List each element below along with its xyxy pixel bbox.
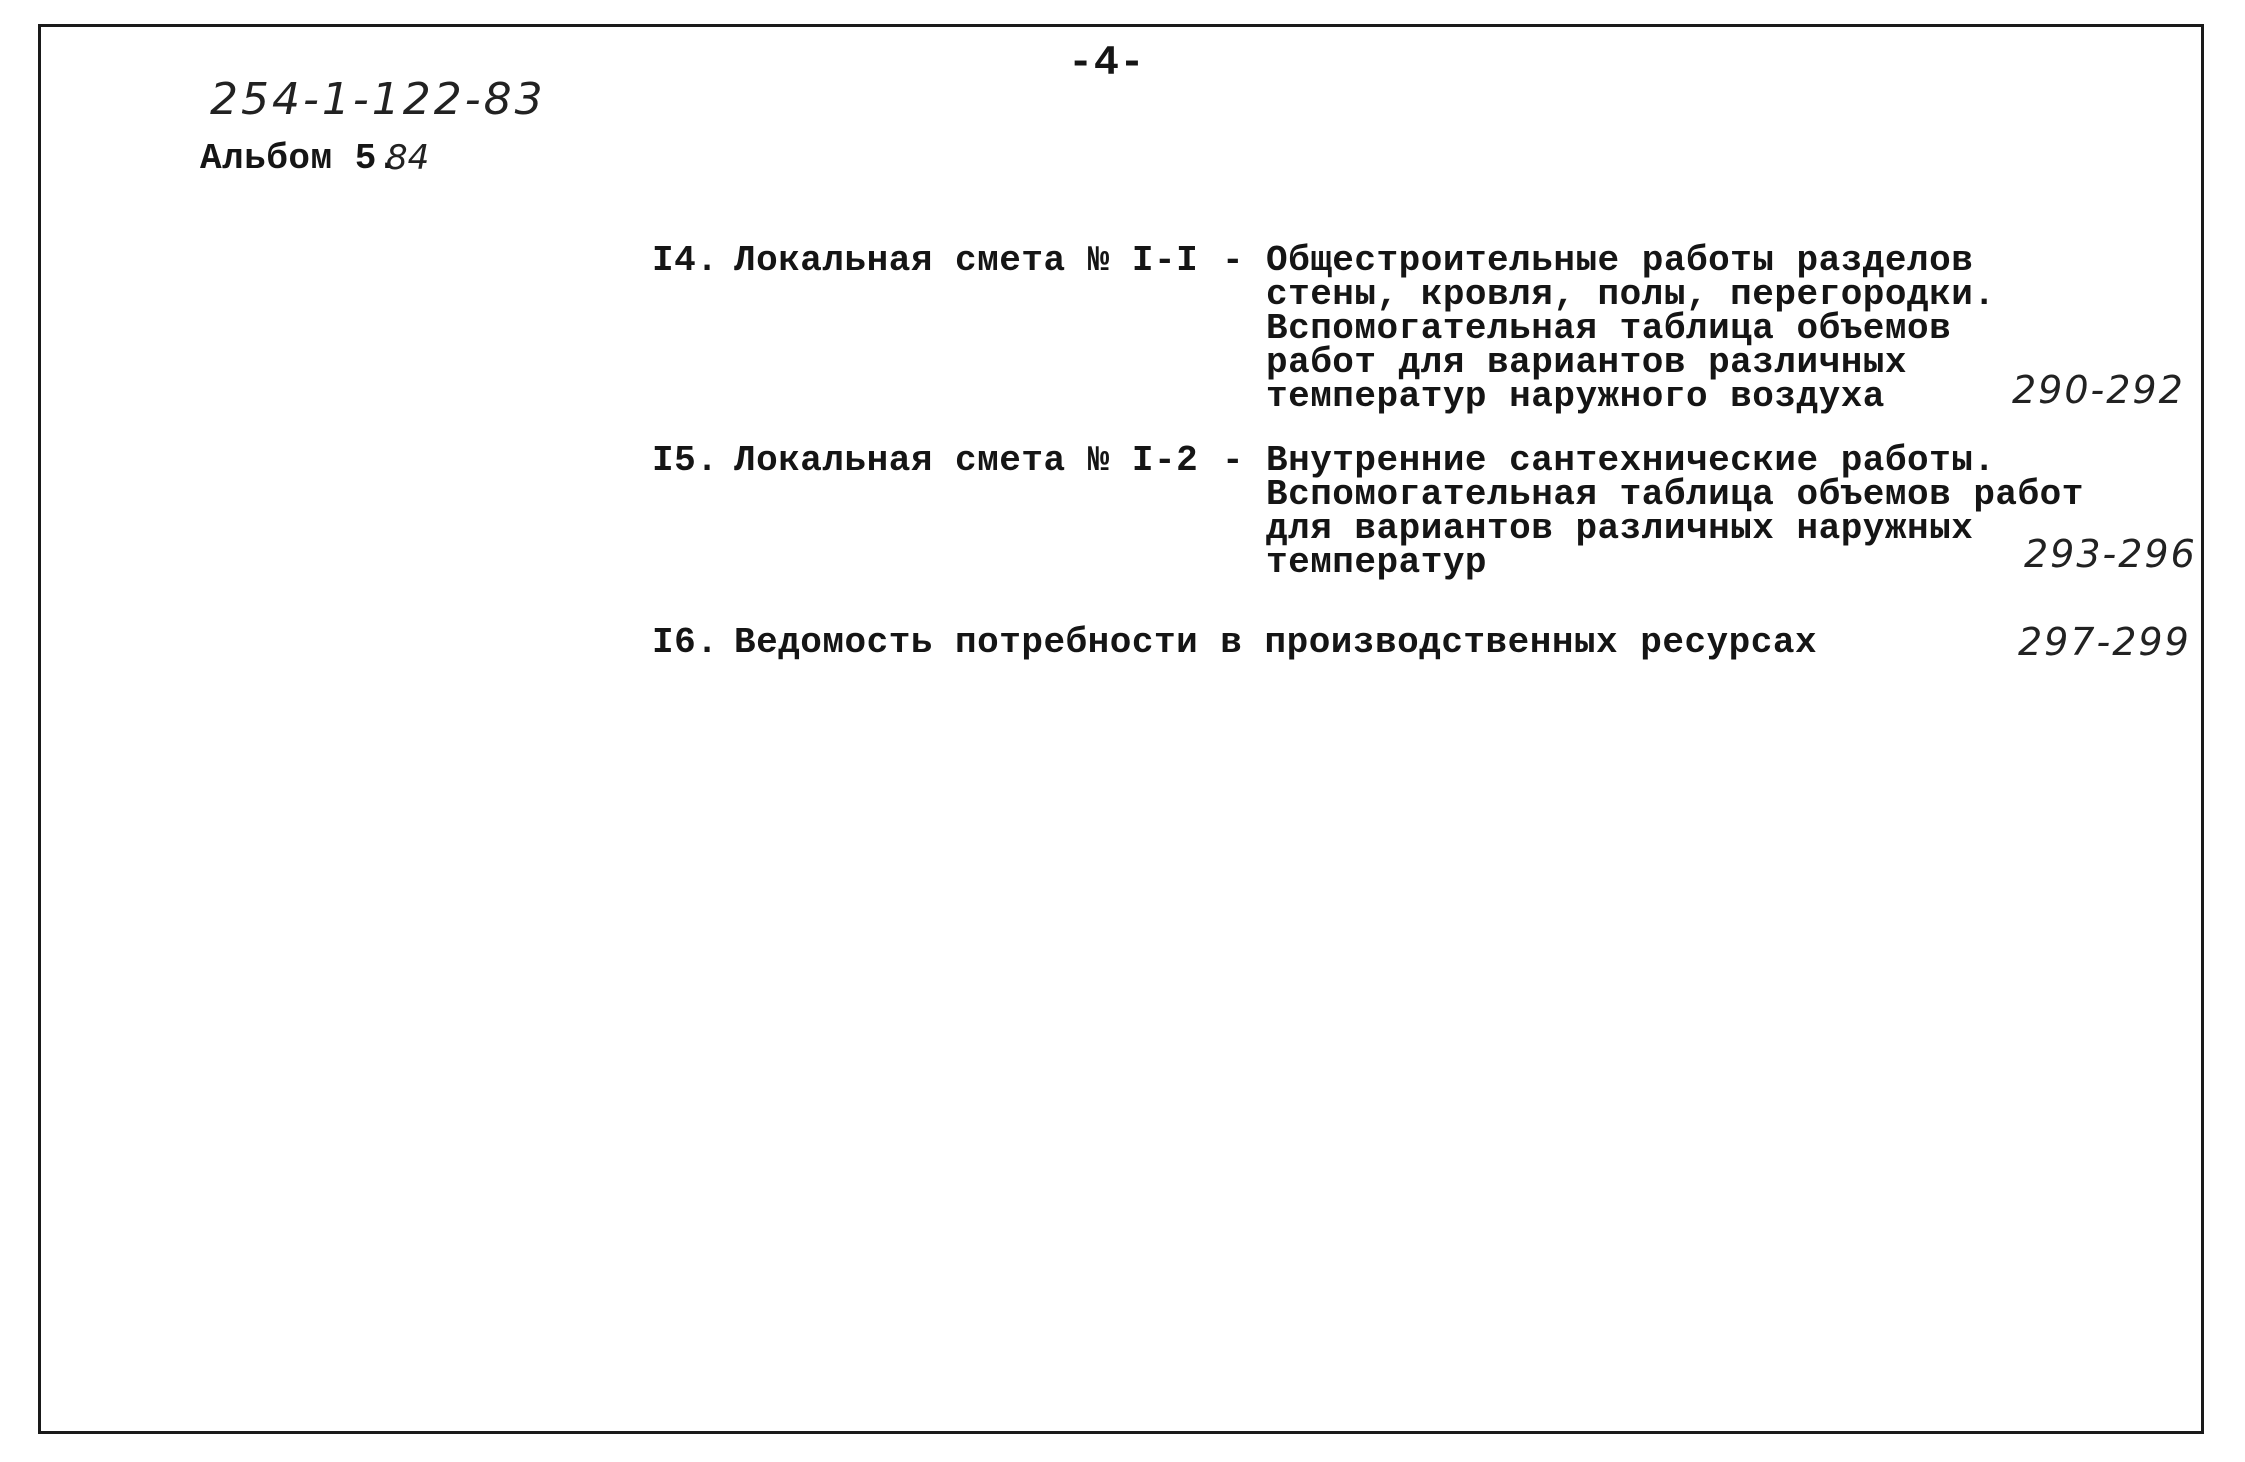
entry-page-range: 297-299	[2018, 620, 2191, 664]
entry-description-line: работ для вариантов различных	[1266, 342, 1908, 383]
entry-description-line: температур	[1266, 542, 1488, 583]
entry-page-range: 290-292	[2012, 368, 2185, 412]
entry-description-line: температур наружного воздуха	[1266, 376, 1885, 417]
entry-title: Ведомость потребности в производственных ресурсах	[734, 622, 1818, 663]
entry-dash: -	[1222, 440, 1245, 481]
album-handwritten-note: 84	[386, 138, 430, 178]
album-label: Альбом 5.	[200, 138, 399, 179]
entry-description-line: Вспомогательная таблица объемов	[1266, 308, 1952, 349]
entry-number: I4.	[652, 240, 719, 281]
entry-description-line: Общестроительные работы разделов	[1266, 240, 1974, 281]
entry-page-range: 293-296	[2024, 532, 2197, 576]
entry-description-line: Внутренние сантехнические работы.	[1266, 440, 1996, 481]
entry-dash: -	[1222, 240, 1245, 281]
document-code: 254-1-122-83	[210, 74, 546, 125]
entry-description-line: Вспомогательная таблица объемов работ	[1266, 474, 2084, 515]
entry-description-line: для вариантов различных наружных	[1266, 508, 1974, 549]
entry-number: I5.	[652, 440, 719, 481]
entry-title: Локальная смета № I-I	[734, 240, 1199, 281]
page-number: -4-	[1068, 39, 1146, 87]
entry-title: Локальная смета № I-2	[734, 440, 1199, 481]
page-frame	[38, 24, 2204, 1434]
entry-description-line: стены, кровля, полы, перегородки.	[1266, 274, 1996, 315]
entry-number: I6.	[652, 622, 719, 663]
